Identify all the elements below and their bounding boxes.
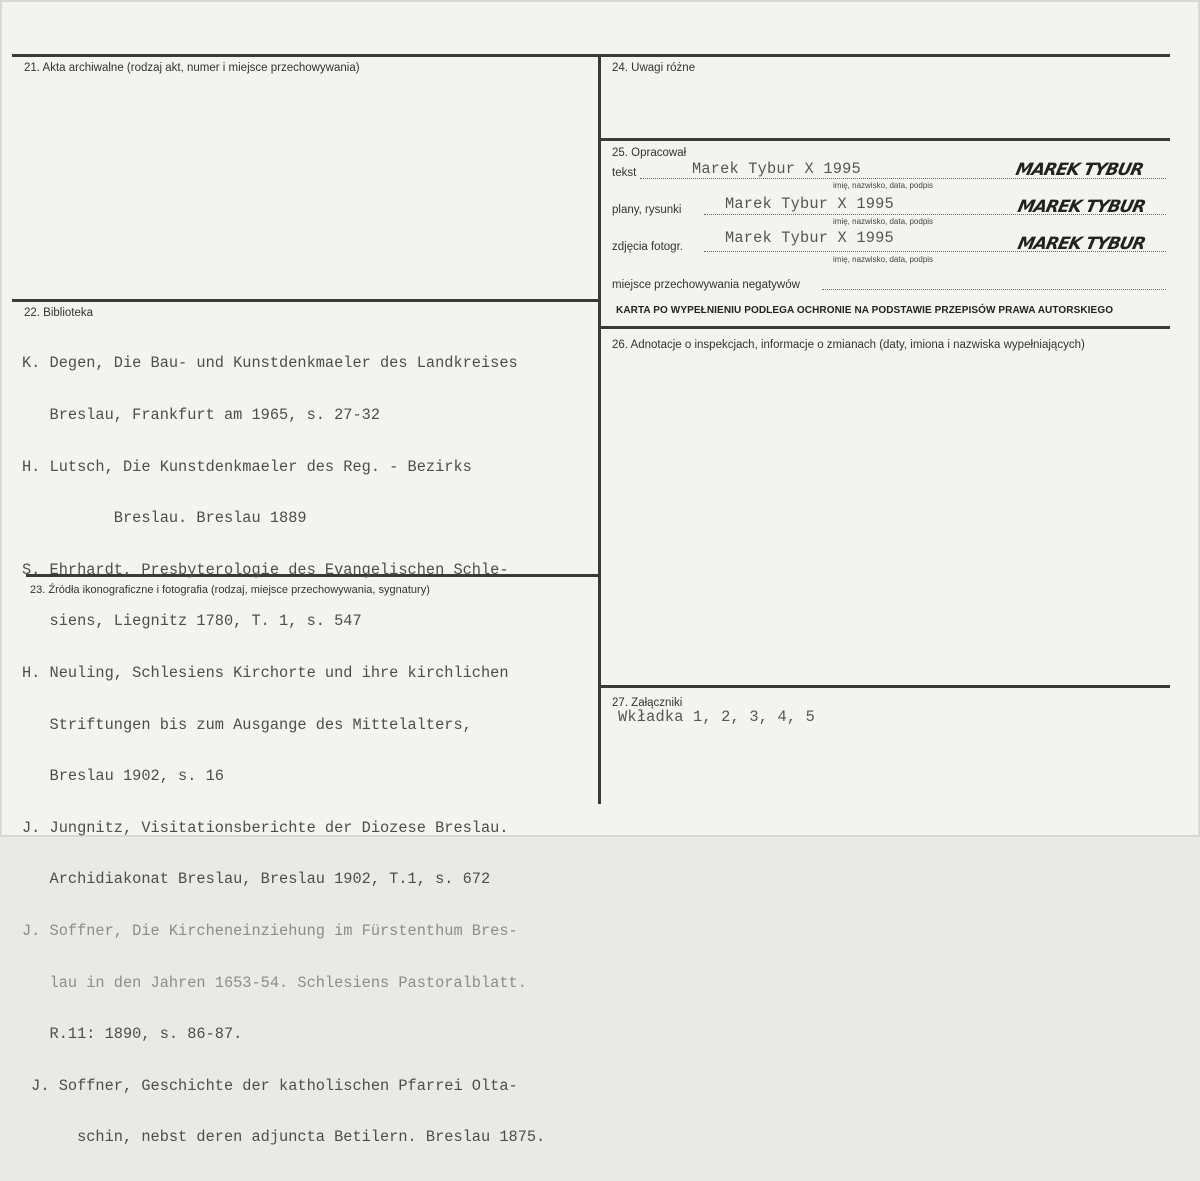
negatives-label: miejsce przechowywania negatywów bbox=[612, 279, 800, 291]
prepared-photos-value: Marek Tybur X 1995 bbox=[725, 229, 894, 247]
bibliography-line: J. Soffner, Geschichte der katholischen Pfarrei Olta- bbox=[22, 1076, 518, 1095]
rule-26-27 bbox=[600, 685, 1170, 688]
section-27-label: 27. Załączniki bbox=[612, 697, 683, 709]
bibliography-line: R.11: 1890, s. 86-87. bbox=[22, 1025, 243, 1044]
bibliography-line: K. Degen, Die Bau- und Kunstdenkmaeler des Landkreises bbox=[22, 354, 518, 373]
bibliography-line: lau in den Jahren 1653-54. Schlesiens Pastoralblatt. bbox=[22, 973, 527, 992]
prepared-photos-caption: imię, nazwisko, data, podpis bbox=[833, 255, 934, 264]
rule-25-26 bbox=[600, 326, 1170, 329]
prepared-plans-signature: MAREK TYBUR bbox=[1015, 197, 1147, 217]
bibliography-line: Breslau. Breslau 1889 bbox=[22, 509, 307, 528]
prepared-text-value: Marek Tybur X 1995 bbox=[692, 160, 861, 178]
bibliography-line: siens, Liegnitz 1780, T. 1, s. 547 bbox=[22, 612, 362, 631]
prepared-plans-caption: imię, nazwisko, data, podpis bbox=[833, 217, 934, 226]
section-22-label: 22. Biblioteka bbox=[24, 307, 94, 319]
bibliography-line: S. Ehrhardt, Presbyterologie des Evangelischen Schle- bbox=[22, 560, 509, 579]
prepared-photos-label: zdjęcia fotogr. bbox=[612, 241, 683, 253]
copyright-notice: KARTA PO WYPEŁNIENIU PODLEGA OCHRONIE NA PODSTAWIE PRZEPISÓW PRAWA AUTORSKIEGO bbox=[616, 305, 1114, 316]
bibliography-list bbox=[22, 321, 602, 1181]
bibliography-line: schin, nebst deren adjuncta Betilern. Breslau 1875. bbox=[22, 1128, 546, 1147]
negatives-line bbox=[822, 289, 1166, 290]
bibliography-line: Archidiakonat Breslau, Breslau 1902, T.1, s. 672 bbox=[22, 870, 491, 889]
prepared-photos-signature: MAREK TYBUR bbox=[1015, 234, 1147, 254]
prepared-text-label: tekst bbox=[612, 167, 637, 179]
prepared-text-caption: imię, nazwisko, data, podpis bbox=[833, 181, 934, 190]
attachments-value: Wkładka 1, 2, 3, 4, 5 bbox=[618, 708, 815, 726]
bibliography-line: J. Soffner, Die Kircheneinziehung im Fürstenthum Bres- bbox=[22, 921, 518, 940]
bibliography-line: Breslau, Frankfurt am 1965, s. 27-32 bbox=[22, 406, 381, 424]
prepared-plans-value: Marek Tybur X 1995 bbox=[725, 195, 894, 213]
section-26-label: 26. Adnotacje o inspekcjach, informacje o zmianach (daty, imiona i nazwiska wypełniających) bbox=[612, 339, 1085, 351]
bibliography-line: Striftungen bis zum Ausgange des Mittelalters, bbox=[22, 715, 472, 734]
prepared-plans-label: plany, rysunki bbox=[612, 204, 682, 216]
section-21-label: 21. Akta archiwalne (rodzaj akt, numer i miejsce przechowywania) bbox=[24, 62, 360, 74]
bibliography-line: H. Lutsch, Die Kunstdenkmaeler des Reg. - Bezirks bbox=[22, 457, 472, 476]
bibliography-line: J. Jungnitz, Visitationsberichte der Diozese Breslau. bbox=[22, 818, 509, 837]
rule-21-22 bbox=[12, 299, 600, 302]
rule-24-25 bbox=[600, 138, 1170, 141]
section-25-label: 25. Opracował bbox=[612, 147, 687, 159]
bibliography-line: H. Neuling, Schlesiens Kirchorte und ihre kirchlichen bbox=[22, 663, 509, 682]
bibliography-line: Breslau 1902, s. 16 bbox=[22, 767, 224, 786]
section-24-label: 24. Uwagi różne bbox=[612, 62, 696, 74]
top-rule bbox=[12, 54, 1170, 57]
section-23-label: 23. Źródła ikonograficzne i fotografia (rodzaj, miejsce przechowywania, sygnatury) bbox=[30, 584, 430, 596]
prepared-text-signature: MAREK TYBUR bbox=[1013, 160, 1145, 180]
